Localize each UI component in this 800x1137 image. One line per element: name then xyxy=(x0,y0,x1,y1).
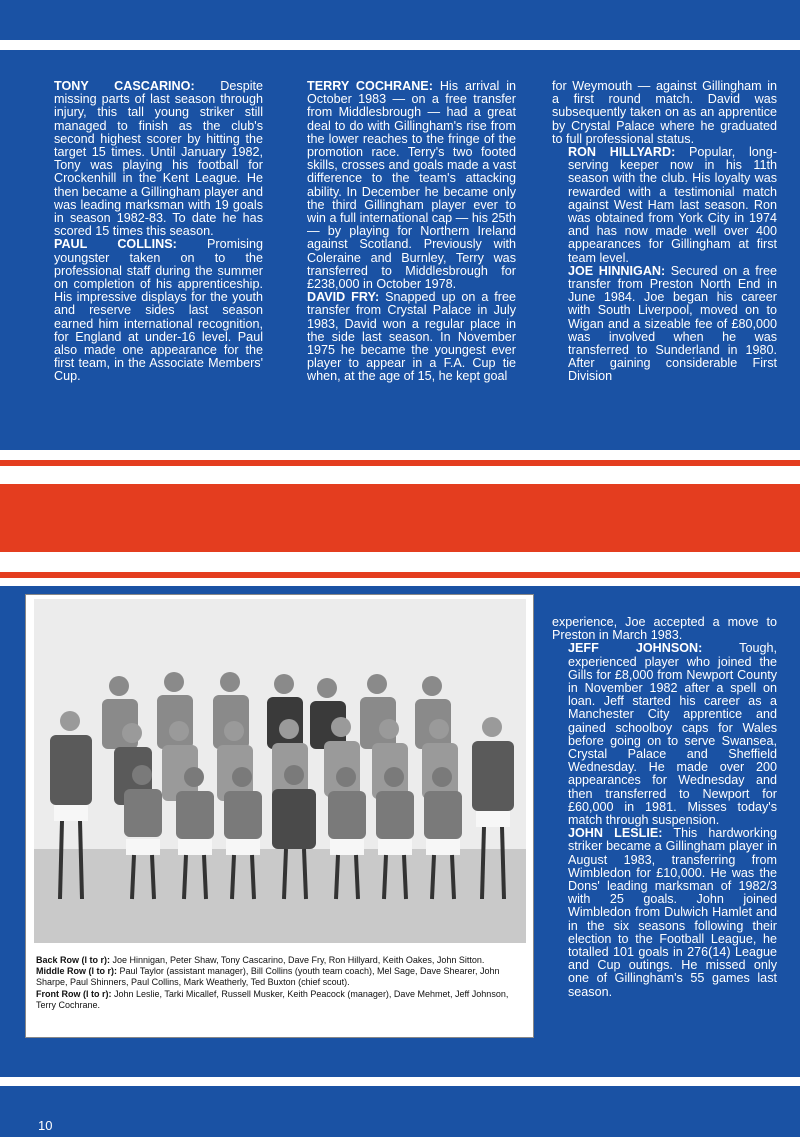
profile-text: Secured on a free transfer from Preston North End in June 1984. Joe began his career with South Liverpool, moved on to Wigan and a sizeable fee of £80,000 was involved when he was transferred to Sunderland in 1980. After gaining considerable First Division xyxy=(568,263,777,384)
caption-row-names: Joe Hinnigan, Peter Shaw, Tony Cascarino, Dave Fry, Ron Hillyard, Keith Oakes, John Sitton. xyxy=(110,955,485,965)
article-column-3-bottom xyxy=(552,616,777,999)
profile-david-fry-cont xyxy=(552,80,777,146)
profile-text: Snapped up on a free transfer from Crystal Palace in July 1983, David won a regular place in the side last season. In November 1975 he became the youngest ever player to appear in a F.A. Cup tie when, at the age of 15, he kept goal xyxy=(307,290,516,384)
profile-jeff-johnson xyxy=(552,642,777,827)
team-photo-illustration xyxy=(34,599,526,943)
article-column-3-top xyxy=(552,80,777,384)
player-name: JOE HINNIGAN: xyxy=(568,263,666,278)
caption-row-label: Middle Row (l to r): xyxy=(36,966,117,977)
photo-caption xyxy=(36,955,526,1011)
profile-john-leslie xyxy=(552,827,777,999)
player-name: DAVID FRY: xyxy=(307,290,380,305)
caption-middle-row xyxy=(36,966,526,988)
red-stripe-thin-1 xyxy=(0,460,800,466)
profile-david-fry xyxy=(291,291,516,383)
profile-text: for Weymouth — against Gillingham in a first round match. David was subsequently taken on as an apprentice by Crystal Palace where he graduated to full professional status. xyxy=(552,79,777,146)
player-name: RON HILLYARD: xyxy=(568,145,676,160)
caption-front-row xyxy=(36,989,526,1011)
team-photo xyxy=(34,599,526,943)
article-column-2 xyxy=(291,80,516,384)
red-stripe-thin-2 xyxy=(0,572,800,578)
top-blue-band xyxy=(0,0,800,40)
profile-terry-cochrane xyxy=(291,80,516,291)
profile-text: This hardworking striker became a Gillingham player in August 1983, transferring from Wimbledon for £10,000. He was the Dons' leading marksman of 1982/3 with 25 goals. John joined Wimbledon from Dulwich Hamlet and in the six seasons following their election to the Football League, he totalled 101 goals in 276(14) League and Cup outings. He missed only one of Gillingham's 55 games last season. xyxy=(568,826,777,999)
article-column-1 xyxy=(38,80,263,384)
profile-text: His arrival in October 1983 — on a free transfer from Middlesbrough — had a great deal to do with Gillingham's rise from the lower reaches to the fringe of the promotion race. Terry's two footed skills, crosses and goals made a vast difference to the team's attacking ability. In December he became only the third Gillingham player ever to win a full international cap — his 25th — by playing for Northern Ireland against Scotland. Previously with Coleraine and Burnley, Terry was transferred to Middlesbrough for £238,000 in October 1978. xyxy=(307,79,516,292)
caption-row-names: Paul Taylor (assistant manager), Bill Collins (youth team coach), Mel Sage, Dave Shearer, John Sharpe, Paul Shinners, Paul Collins, Mark Weatherly, Ted Buxton (chief scout). xyxy=(36,966,500,988)
profile-text: experience, Joe accepted a move to Preston in March 1983. xyxy=(552,615,777,643)
red-stripe-band xyxy=(0,484,800,552)
profile-text: Tough, experienced player who joined the Gills for £8,000 from Newport County in November 1982 after a spell on loan. Jeff started his career as a Manchester City apprentice and gained schoolboy caps for Wales before going on to serve Swansea, Crystal Palace and Sheffield Wednesday. He made over 200 appearances for Wednesday and then transferred to Newport for £60,000 in 1981. Misses today's match through suspension. xyxy=(568,641,777,828)
caption-row-label: Front Row (l to r): xyxy=(36,988,112,999)
caption-back-row xyxy=(36,955,526,966)
profile-text: Promising youngster taken on to the professional staff during the summer on completion of his apprenticeship. His impressive displays for the youth and reserve sides last season earned him international recognition, for England at under-16 level. Paul also made one appearance for the first team, in the Associate Members' Cup. xyxy=(54,237,263,384)
caption-row-label: Back Row (l to r): xyxy=(36,955,111,965)
player-name: TONY CASCARINO: xyxy=(54,79,195,93)
team-photo-frame xyxy=(25,594,534,1038)
player-name: TERRY COCHRANE: xyxy=(307,79,433,93)
caption-row-names: John Leslie, Tarki Micallef, Russell Musker, Keith Peacock (manager), Dave Mehmet, Jeff Johnson, Terry Cochrane. xyxy=(36,988,509,1010)
profile-tony-cascarino xyxy=(38,80,263,238)
page-number: 10 xyxy=(38,1118,53,1133)
profile-paul-collins xyxy=(38,238,263,383)
player-name: PAUL COLLINS: xyxy=(54,237,177,252)
profile-text: Popular, long-serving keeper now in his 11th season with the club. His loyalty was rewarded with a testimonial match against West Ham last season. Ron was obtained from York City in 1974 and has now made well over 400 appearances for Gillingham at first team level. xyxy=(568,145,777,265)
profile-joe-hinnigan-cont xyxy=(552,616,777,642)
profile-text: Despite missing parts of last season through injury, this tall young striker still managed to finish as the club's second highest scorer by hitting the target 15 times. Until January 1982, Tony was playing his football for Crockenhill in the Kent League. He then became a Gillingham player and was leading marksman with 19 goals in season 1982-83. To date he has scored 15 times this season. xyxy=(54,79,263,239)
footer-blue-band xyxy=(0,1086,800,1137)
player-name: JOHN LESLIE: xyxy=(568,826,663,841)
profile-joe-hinnigan xyxy=(552,265,777,384)
profile-ron-hillyard xyxy=(552,146,777,265)
player-name: JEFF JOHNSON: xyxy=(568,641,703,656)
